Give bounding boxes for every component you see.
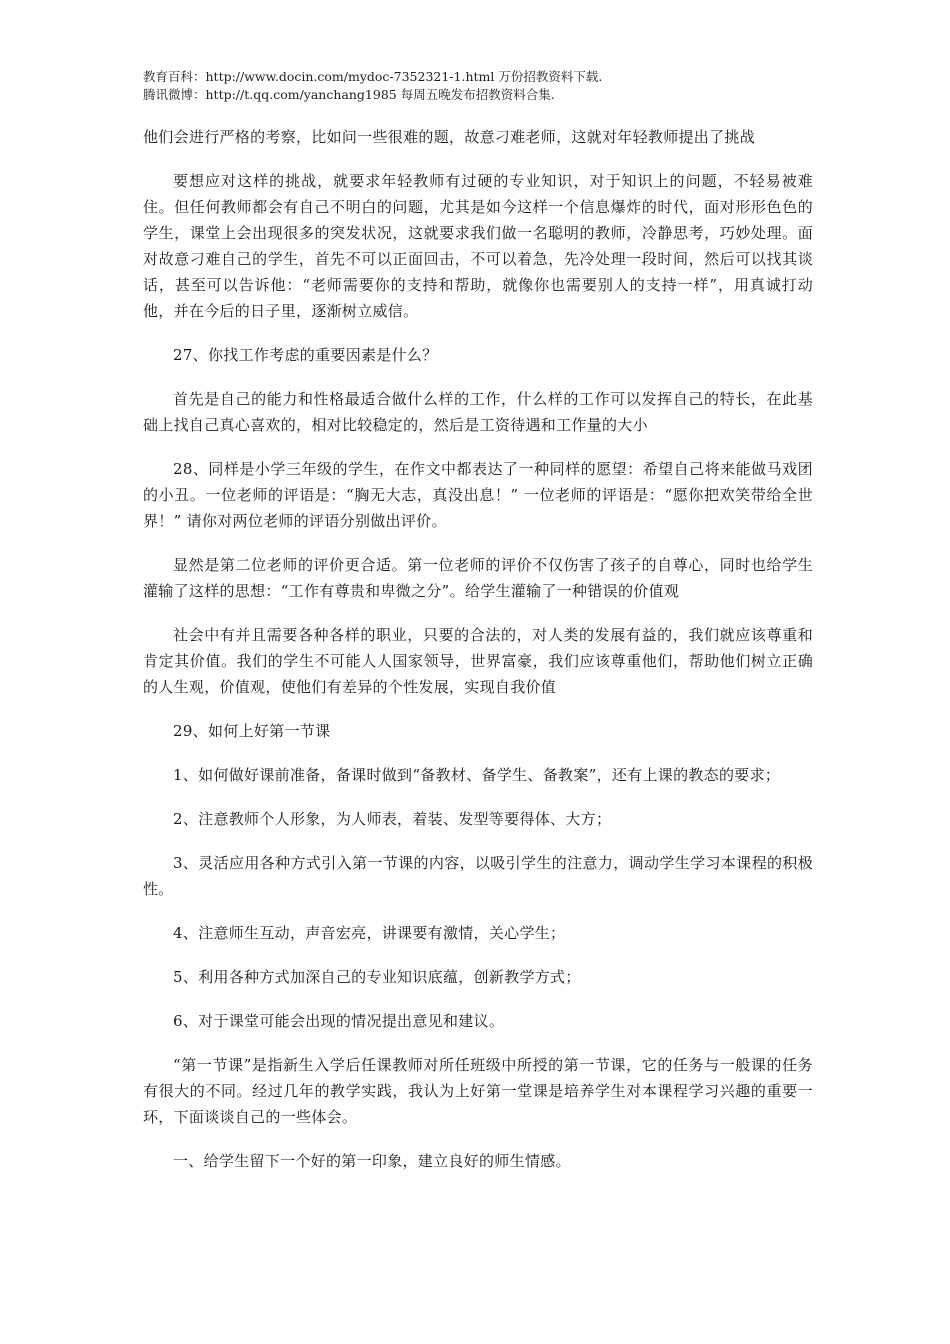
paragraph-first-lesson: “第一节课”是指新生入学后任课教师对所任班级中所授的第一节课，它的任务与一般课的任务有很大的不同。经过几年的教学实践，我认为上好第一堂课是培养学生对本课程学习兴趣的重要一环，下面谈谈自己的一些体会。	[143, 1056, 813, 1126]
list-item-5: 5、利用各种方式加深自己的专业知识底蕴，创新教学方式；	[173, 968, 581, 986]
paragraph-answer-27: 首先是自己的能力和性格最适合做什么样的工作，什么样的工作可以发挥自己的特长，在此基础上找自己真心喜欢的，相对比较稳定的，然后是工资待遇和工作量的大小	[143, 390, 813, 434]
header-docin-link-line: 教育百科：http://www.docin.com/mydoc-7352321-1.html 万份招教资料下载.	[143, 69, 603, 84]
question-27: 27、你找工作考虑的重要因素是什么？	[173, 346, 438, 364]
list-item-4: 4、注意师生互动，声音宏亮，讲课要有激情，关心学生；	[173, 924, 566, 942]
document-body	[143, 124, 813, 1192]
paragraph-answer-28a: 显然是第二位老师的评价更合适。第一位老师的评价不仅伤害了孩子的自尊心，同时也给学生灌输了这样的思想：“工作有尊贵和卑微之分”。给学生灌输了一种错误的价值观	[143, 556, 813, 600]
list-item-1: 1、如何做好课前准备，备课时做到“备教材、备学生、备教案”，还有上课的教态的要求；	[173, 766, 781, 784]
question-29: 29、如何上好第一节课	[173, 722, 331, 740]
list-item-2: 2、注意教师个人形象，为人师表，着装、发型等要得体、大方；	[173, 810, 612, 828]
paragraph-answer-28b: 社会中有并且需要各种各样的职业，只要的合法的，对人类的发展有益的，我们就应该尊重和肯定其价值。我们的学生不可能人人国家领导，世界富豪，我们应该尊重他们，帮助他们树立正确的人生观，价值观，使他们有差异的个性发展，实现自我价值	[143, 626, 813, 696]
question-28: 28、同样是小学三年级的学生，在作文中都表达了一种同样的愿望：希望自己将来能做马戏团的小丑。一位老师的评语是：“胸无大志，真没出息！” 一位老师的评语是：“愿你把欢笑带给全世界！” 请你对两位老师的评语分别做出评价。	[143, 460, 813, 530]
page-header	[143, 68, 823, 104]
list-item-6: 6、对于课堂可能会出现的情况提出意见和建议。	[173, 1012, 505, 1030]
header-weibo-link-line: 腾讯微博：http://t.qq.com/yanchang1985 每周五晚发布招教资料合集.	[143, 87, 555, 102]
paragraph-answer-26: 要想应对这样的挑战，就要求年轻教师有过硬的专业知识，对于知识上的问题，不轻易被难住。但任何教师都会有自己不明白的问题，尤其是如今这样一个信息爆炸的时代，面对形形色色的学生，课堂上会出现很多的突发状况，这就要求我们做一名聪明的教师，冷静思考，巧妙处理。面对故意刁难自己的学生，首先不可以正面回击，不可以着急，先冷处理一段时间，然后可以找其谈话，甚至可以告诉他：“老师需要你的支持和帮助，就像你也需要别人的支持一样”，用真诚打动他，并在今后的日子里，逐渐树立威信。	[143, 172, 813, 320]
section-heading-one: 一、给学生留下一个好的第一印象，建立良好的师生情感。	[173, 1152, 571, 1170]
list-item-3: 3、灵活应用各种方式引入第一节课的内容，以吸引学生的注意力，调动学生学习本课程的积极性。	[143, 854, 813, 898]
paragraph-continuation: 他们会进行严格的考察，比如问一些很难的题，故意刁难老师，这就对年轻教师提出了挑战	[143, 128, 756, 146]
